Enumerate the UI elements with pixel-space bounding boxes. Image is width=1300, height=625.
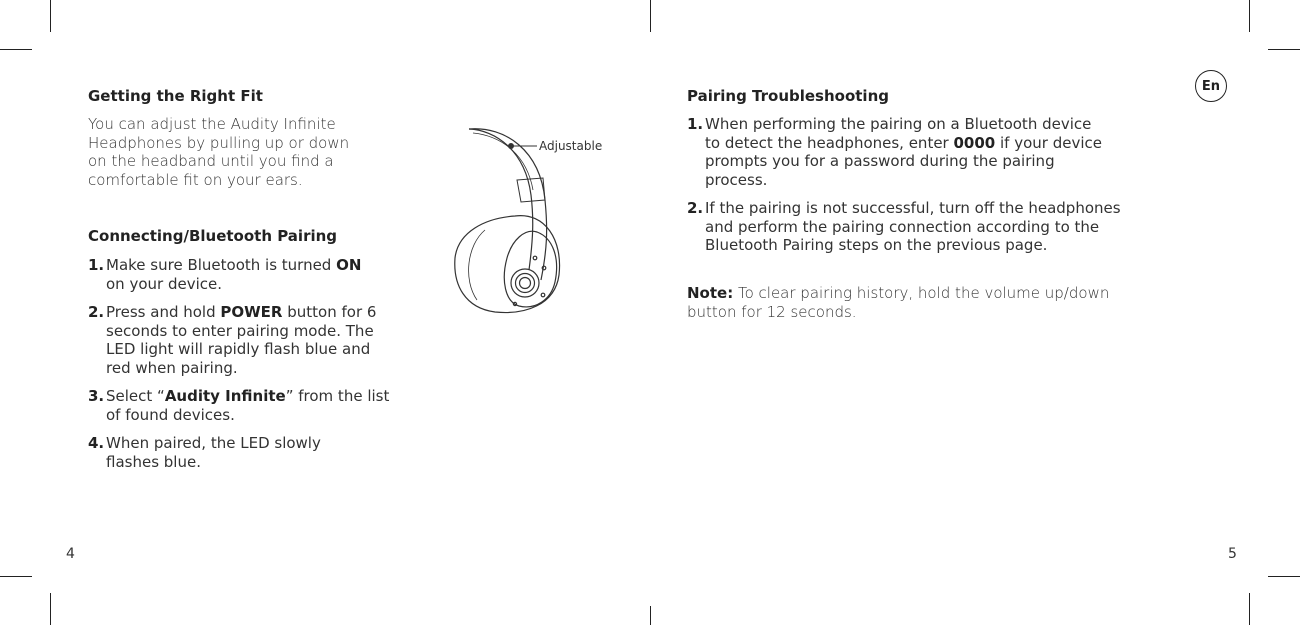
item-text: When performing the pairing on a Bluetooth device	[705, 115, 1092, 133]
fit-line: comfortable fit on your ears.	[88, 170, 303, 189]
step-text: button for 6	[282, 303, 377, 321]
step-text: ” from the list	[285, 387, 390, 405]
headband-inner	[469, 129, 533, 270]
fit-line: You can adjust the Audity Infinite	[88, 115, 336, 133]
item-text: If the pairing is not successful, turn off the headphones	[705, 199, 1121, 217]
troubleshooting-item-2	[687, 199, 1121, 255]
step-text: red when pairing.	[106, 358, 238, 377]
item-number: 2.	[687, 199, 704, 217]
fit-heading: Getting the Right Fit	[88, 87, 263, 105]
step-text: Make sure Bluetooth is turned	[106, 256, 337, 274]
step-number: 2.	[88, 303, 105, 321]
adjustable-label: Adjustable	[539, 139, 603, 153]
fit-line: Headphones by pulling up or down	[88, 133, 350, 152]
item-text: if your device	[995, 133, 1103, 152]
item-text: and perform the pairing connection according to the	[705, 217, 1100, 236]
step-number: 3.	[88, 387, 105, 405]
troubleshooting-heading: Pairing Troubleshooting	[687, 87, 889, 105]
step-bold-text: Audity Infinite	[164, 387, 286, 405]
step-number: 1.	[88, 256, 105, 274]
step-text: flashes blue.	[106, 452, 201, 471]
step-number: 4.	[88, 434, 105, 452]
note-text: button for 12 seconds.	[687, 302, 857, 321]
language-badge: En	[1195, 70, 1227, 102]
item-text: Bluetooth Pairing steps on the previous page.	[705, 236, 1048, 254]
item-text: process.	[705, 170, 768, 189]
pairing-step-1	[88, 256, 361, 293]
page-number-left: 4	[66, 546, 75, 562]
fit-paragraph	[88, 115, 349, 189]
note-paragraph	[687, 284, 1109, 321]
step-text: on your device.	[106, 274, 222, 293]
pairing-heading: Connecting/Bluetooth Pairing	[88, 227, 338, 245]
fit-line: on the headband until you find a	[88, 152, 334, 170]
item-text: to detect the headphones, enter	[705, 133, 954, 152]
page-number-right: 5	[1228, 546, 1237, 562]
pairing-step-3	[88, 387, 389, 424]
pairing-step-4	[88, 434, 321, 471]
step-text: Select “	[106, 387, 165, 405]
item-number: 1.	[687, 115, 704, 133]
pairing-step-2	[88, 303, 376, 377]
item-bold-text: 0000	[953, 133, 996, 152]
note-label: Note:	[687, 284, 734, 302]
step-bold-text: ON	[336, 256, 362, 274]
troubleshooting-item-1	[687, 115, 1102, 189]
step-text: Press and hold	[106, 303, 221, 321]
step-text: When paired, the LED slowly	[106, 434, 321, 452]
step-text: LED light will rapidly flash blue and	[106, 340, 371, 358]
step-bold-text: POWER	[220, 303, 283, 321]
step-text: of found devices.	[106, 405, 235, 424]
note-text: To clear pairing history, hold the volume up/down	[733, 284, 1110, 302]
step-text: seconds to enter pairing mode. The	[106, 321, 374, 340]
right-page	[650, 0, 1300, 625]
item-text: prompts you for a password during the pairing	[705, 152, 1055, 170]
